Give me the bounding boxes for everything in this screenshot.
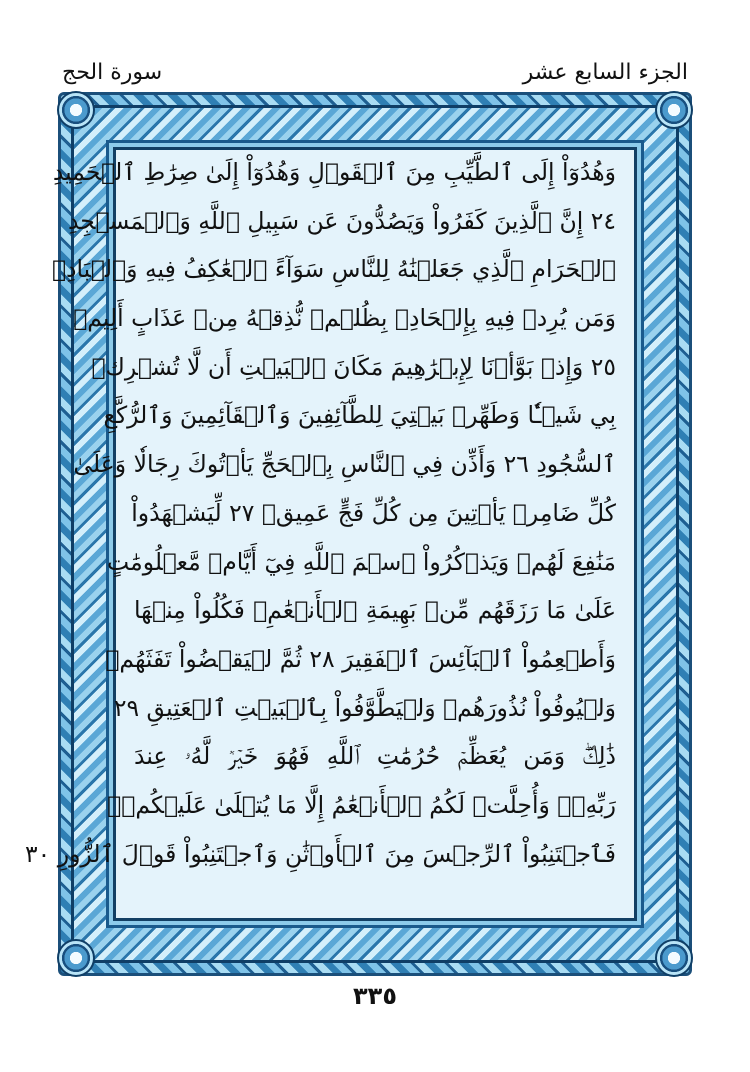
verse-line: ٱلسُّجُودِ ٢٦ وَأَذِّن فِي ٱلنَّاسِ بِٱلۡحَجِّ يَأۡتُوكَ رِجَالٗا وَعَلَىٰ: [73, 450, 616, 479]
verse-line: فَٱجۡتَنِبُواْ ٱلرِّجۡسَ مِنَ ٱلۡأَوۡثَٰنِ وَٱجۡتَنِبُواْ قَوۡلَ ٱلزُّورِ ٣٠: [25, 839, 616, 868]
page-number: ٣٣٥: [353, 982, 397, 1010]
verse-line: ٢٥ وَإِذۡ بَوَّأۡنَا لِإِبۡرَٰهِيمَ مَكَانَ ٱلۡبَيۡتِ أَن لَّا تُشۡرِكۡ: [91, 352, 616, 381]
verse-line: وَهُدُوٓاْ إِلَى ٱلطَّيِّبِ مِنَ ٱلۡقَوۡلِ وَهُدُوٓاْ إِلَىٰ صِرَٰطِ ٱلۡحَمِيدِ: [52, 158, 616, 186]
verse-line: عَلَىٰ مَا رَزَقَهُم مِّنۢ بَهِيمَةِ ٱلۡأَنۡعَٰمِۖ فَكُلُواْ مِنۡهَا: [134, 596, 616, 625]
verse-line: وَأَطۡعِمُواْ ٱلۡبَآئِسَ ٱلۡفَقِيرَ ٢٨ ثُمَّ لۡيَقۡضُواْ تَفَثَهُمۡ: [105, 644, 616, 673]
verse-line: بِي شَيۡـٔٗا وَطَهِّرۡ بَيۡتِيَ لِلطَّآئِفِينَ وَٱلۡقَآئِمِينَ وَٱلرُّكَّعِ: [103, 401, 616, 430]
verse-line: رَبِّهِۦۗ وَأُحِلَّتۡ لَكُمُ ٱلۡأَنۡعَٰمُ إِلَّا مَا يُتۡلَىٰ عَلَيۡكُمۡۖ: [107, 790, 616, 819]
surah-label: سورة الحج: [62, 59, 163, 85]
corner-ornament-icon: [655, 939, 693, 977]
verse-line: مَنَٰفِعَ لَهُمۡ وَيَذۡكُرُواْ ٱسۡمَ ٱللَّهِ فِيٓ أَيَّامٖ مَّعۡلُومَٰتٍ: [107, 547, 616, 576]
verse-line: ٱلۡحَرَامِ ٱلَّذِي جَعَلۡنَٰهُ لِلنَّاسِ سَوَآءً ٱلۡعَٰكِفُ فِيهِ وَٱلۡبَادِۚ: [51, 255, 616, 284]
corner-ornament-icon: [655, 91, 693, 129]
verse-line: ذَٰلِكَۖ وَمَن يُعَظِّمۡ حُرُمَٰتِ ٱللَّهِ فَهُوَ خَيۡرٞ لَّهُۥ عِندَ: [134, 742, 616, 771]
page-header: [62, 52, 688, 92]
corner-ornament-icon: [57, 91, 95, 129]
verse-line: ٢٤ إِنَّ ٱلَّذِينَ كَفَرُواْ وَيَصُدُّونَ عَن سَبِيلِ ٱللَّهِ وَٱلۡمَسۡجِدِ: [67, 206, 616, 235]
verse-text-panel: [25, 144, 624, 924]
verse-line: كُلِّ ضَامِرٖ يَأۡتِينَ مِن كُلِّ فَجٍّ عَمِيقٖ ٢٧ لِّيَشۡهَدُواْ: [131, 498, 616, 527]
juz-label: الجزء السابع عشر: [522, 59, 688, 85]
verse-line: وَلۡيُوفُواْ نُذُورَهُمۡ وَلۡيَطَّوَّفُواْ بِٱلۡبَيۡتِ ٱلۡعَتِيقِ ٢٩: [113, 693, 616, 722]
corner-ornament-icon: [57, 939, 95, 977]
verse-line: وَمَن يُرِدۡ فِيهِ بِإِلۡحَادِۢ بِظُلۡمٖ نُّذِقۡهُ مِنۡ عَذَابٍ أَلِيمٖ: [73, 304, 616, 333]
